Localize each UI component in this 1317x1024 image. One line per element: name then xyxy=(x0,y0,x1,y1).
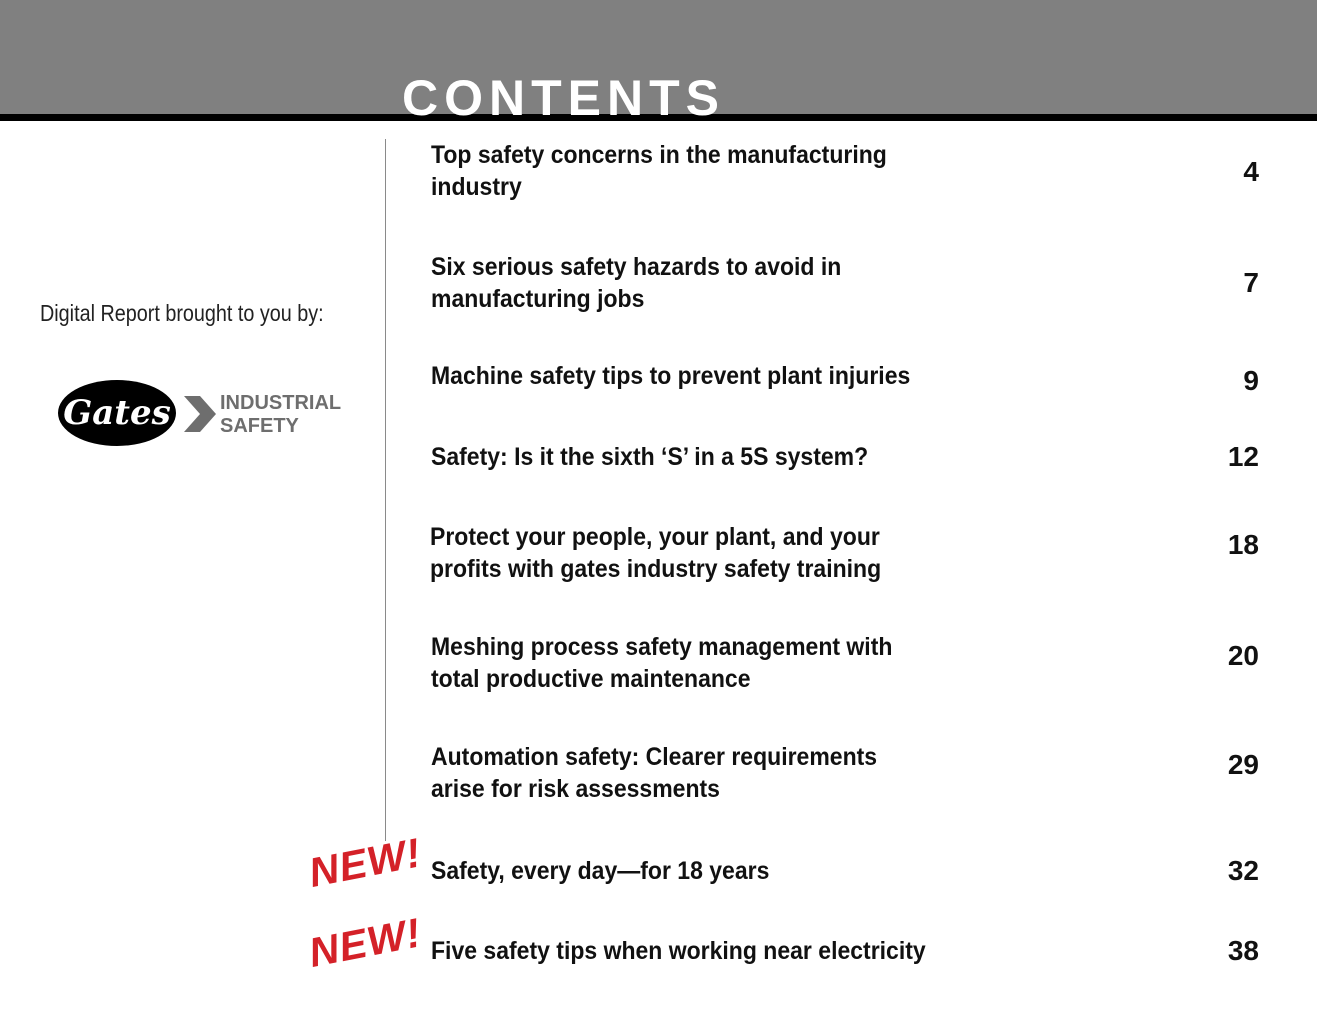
toc-page-number: 18 xyxy=(1227,529,1259,560)
toc-entry-title: Six serious safety hazards to avoid in manufacturing jobs xyxy=(431,253,842,313)
logo-line-safety: SAFETY xyxy=(220,415,299,437)
toc-entry[interactable] xyxy=(431,360,971,392)
toc-page-number: 7 xyxy=(1243,267,1259,298)
toc-page-number: 20 xyxy=(1227,640,1259,671)
column-divider xyxy=(385,139,386,841)
toc-entry[interactable] xyxy=(431,631,971,695)
new-badge: NEW! xyxy=(305,829,426,897)
toc-page-number: 32 xyxy=(1227,855,1259,886)
chevron-right-icon xyxy=(184,396,216,432)
toc-entry[interactable] xyxy=(431,855,971,887)
toc-entry[interactable] xyxy=(431,251,971,315)
toc-entry[interactable] xyxy=(430,521,970,585)
sponsor-text: Digital Report brought to you by: xyxy=(40,300,324,326)
toc-entry-title: Safety: Is it the sixth ‘S’ in a 5S system? xyxy=(431,443,869,471)
toc-entry-title: Protect your people, your plant, and your profits with gates industry safety training xyxy=(430,523,882,583)
toc-entry[interactable] xyxy=(431,441,971,473)
toc-entry-title: Safety, every day—for 18 years xyxy=(431,857,770,885)
toc-page-number: 4 xyxy=(1243,156,1259,187)
toc-page-number: 9 xyxy=(1243,365,1259,396)
new-badge: NEW! xyxy=(305,909,426,977)
toc-entry[interactable] xyxy=(431,935,971,967)
toc-entry-title: Automation safety: Clearer requirements arise for risk assessments xyxy=(431,743,878,803)
toc-page-number: 12 xyxy=(1227,441,1259,472)
toc-entry-title: Five safety tips when working near electricity xyxy=(431,937,926,965)
toc-entry-title: Top safety concerns in the manufacturing industry xyxy=(431,141,887,201)
page-title: CONTENTS xyxy=(402,70,725,126)
logo-line-industrial: INDUSTRIAL xyxy=(220,392,342,414)
toc-entry[interactable] xyxy=(431,741,971,805)
toc-page-number: 29 xyxy=(1227,749,1259,780)
toc-entry[interactable] xyxy=(431,139,971,203)
toc-page-number: 38 xyxy=(1227,935,1259,966)
gates-industrial-safety-logo xyxy=(56,376,346,452)
toc-entry-title: Meshing process safety management with total productive maintenance xyxy=(431,633,893,693)
toc-entry-title: Machine safety tips to prevent plant injuries xyxy=(431,362,911,390)
gates-logo-wordmark: Gates xyxy=(63,393,171,433)
